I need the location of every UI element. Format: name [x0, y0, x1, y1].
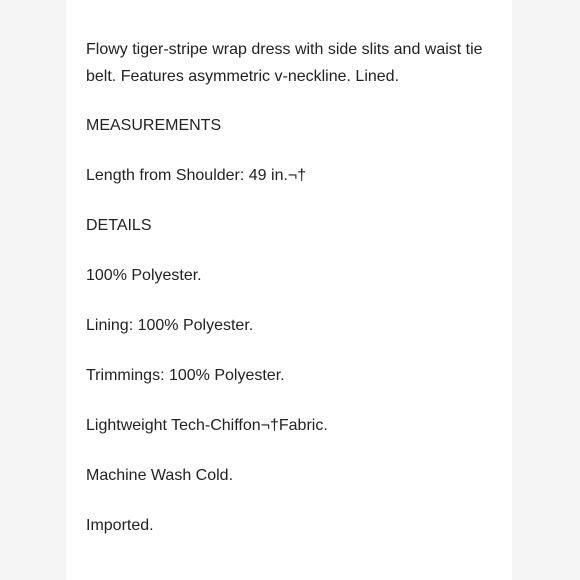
- detail-item-weight: Lightweight Tech-Chiffon¬†Fabric.: [86, 417, 328, 434]
- measurements-heading: MEASUREMENTS: [86, 117, 222, 134]
- detail-item-fabric: 100% Polyester.: [86, 267, 202, 284]
- detail-item-lining: Lining: 100% Polyester.: [86, 317, 254, 334]
- product-description: [86, 36, 506, 534]
- detail-item-origin: Imported.: [86, 517, 154, 534]
- detail-item-care: Machine Wash Cold.: [86, 467, 234, 484]
- detail-item-trimmings: Trimmings: 100% Polyester.: [86, 367, 285, 384]
- details-heading: DETAILS: [86, 217, 152, 234]
- description-intro: Flowy tiger-stripe wrap dress with side slits and waist tie belt. Features asymmetric v-neckline. Lined.: [86, 41, 483, 85]
- measurement-length: Length from Shoulder: 49 in.¬†: [86, 167, 307, 184]
- product-description-panel: [66, 0, 512, 580]
